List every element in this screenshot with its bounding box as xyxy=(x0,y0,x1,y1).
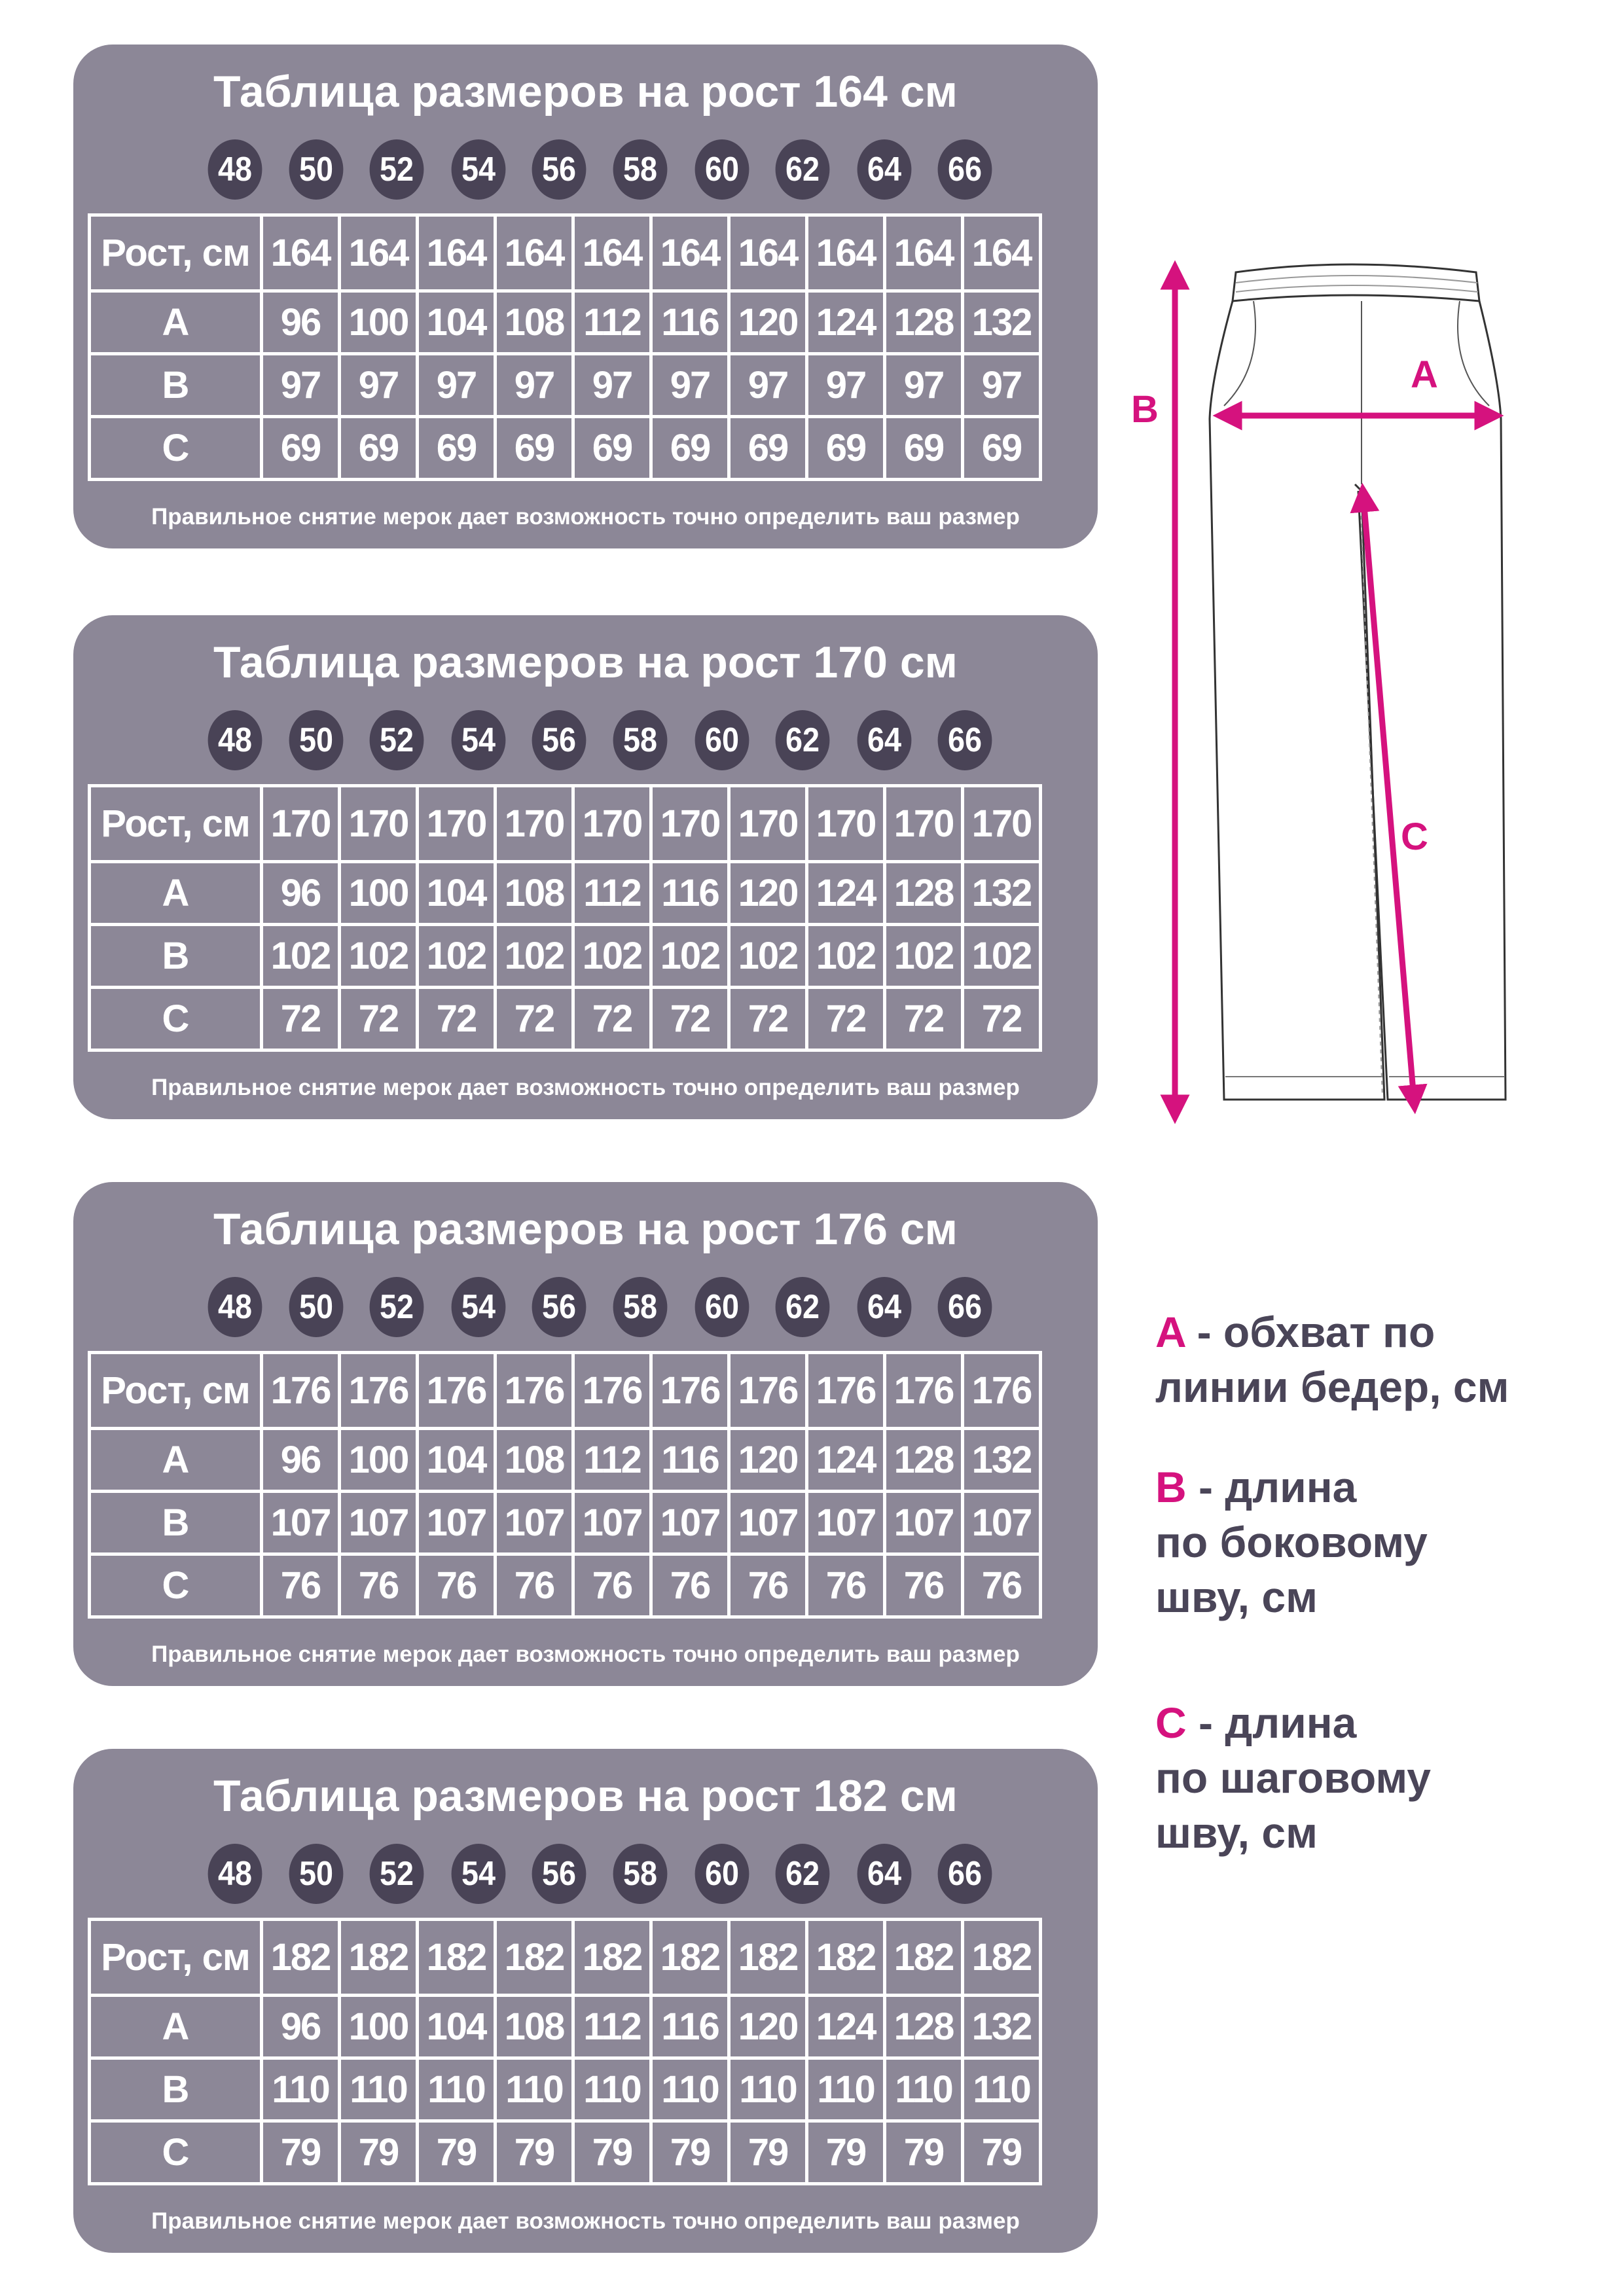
size-circle: 58 xyxy=(613,1277,668,1337)
table-row xyxy=(90,786,1041,862)
table-cell: 72 xyxy=(807,988,885,1050)
row-label: C xyxy=(90,988,262,1050)
table-row xyxy=(90,988,1041,1050)
size-circle: 58 xyxy=(613,1844,668,1904)
legend-text: - обхват по xyxy=(1197,1308,1435,1356)
size-circle: 52 xyxy=(370,1277,424,1337)
table-cell: 79 xyxy=(262,2121,340,2184)
table-cell: 76 xyxy=(340,1554,418,1617)
table-cell: 97 xyxy=(496,354,573,417)
table-cell: 170 xyxy=(340,786,418,862)
table-cell: 72 xyxy=(496,988,573,1050)
size-circle: 62 xyxy=(776,139,830,200)
table-cell: 72 xyxy=(262,988,340,1050)
table-cell: 170 xyxy=(418,786,496,862)
table-cell: 170 xyxy=(651,786,729,862)
table-cell: 176 xyxy=(496,1353,573,1429)
table-row xyxy=(90,1492,1041,1554)
table-cell: 97 xyxy=(651,354,729,417)
row-label: B xyxy=(90,354,262,417)
table-cell: 170 xyxy=(262,786,340,862)
table-cell: 97 xyxy=(573,354,651,417)
table-cell: 182 xyxy=(573,1920,651,1996)
table-cell: 79 xyxy=(496,2121,573,2184)
size-circle: 58 xyxy=(613,710,668,770)
table-cell: 110 xyxy=(340,2058,418,2121)
row-label: B xyxy=(90,1492,262,1554)
trousers-outline xyxy=(1210,301,1384,1100)
legend-a xyxy=(1155,1304,1607,1414)
table-cell: 176 xyxy=(729,1353,807,1429)
table-cell: 164 xyxy=(573,215,651,291)
table-cell: 182 xyxy=(418,1920,496,1996)
table-row xyxy=(90,1429,1041,1492)
table-cell: 110 xyxy=(807,2058,885,2121)
table-row xyxy=(90,417,1041,480)
table-cell: 102 xyxy=(262,925,340,988)
legend-text: шву, см xyxy=(1155,1808,1318,1857)
size-circle: 56 xyxy=(532,710,586,770)
table-cell: 100 xyxy=(340,1429,418,1492)
table-cell: 170 xyxy=(573,786,651,862)
table-cell: 182 xyxy=(963,1920,1041,1996)
table-cell: 79 xyxy=(418,2121,496,2184)
table-cell: 72 xyxy=(573,988,651,1050)
table-cell: 132 xyxy=(963,862,1041,925)
row-label: Рост, см xyxy=(90,786,262,862)
size-table xyxy=(88,1918,1042,2185)
table-cell: 116 xyxy=(651,1429,729,1492)
table-cell: 116 xyxy=(651,1996,729,2058)
table-cell: 110 xyxy=(573,2058,651,2121)
trousers-icon xyxy=(1113,249,1545,1126)
size-circle: 52 xyxy=(370,1844,424,1904)
table-cell: 104 xyxy=(418,291,496,354)
table-cell: 69 xyxy=(496,417,573,480)
row-label: B xyxy=(90,2058,262,2121)
table-cell: 76 xyxy=(807,1554,885,1617)
table-cell: 124 xyxy=(807,862,885,925)
table-cell: 79 xyxy=(340,2121,418,2184)
table-cell: 110 xyxy=(885,2058,963,2121)
panel-title: Таблица размеров на рост 164 см xyxy=(213,67,958,117)
row-label: Рост, см xyxy=(90,1920,262,1996)
table-cell: 79 xyxy=(963,2121,1041,2184)
measure-label-c: C xyxy=(1401,816,1428,858)
size-circle: 64 xyxy=(857,1277,912,1337)
table-cell: 128 xyxy=(885,862,963,925)
legend-text: линии бедер, см xyxy=(1155,1363,1509,1411)
table-cell: 79 xyxy=(573,2121,651,2184)
table-cell: 164 xyxy=(496,215,573,291)
row-label: Рост, см xyxy=(90,1353,262,1429)
table-cell: 102 xyxy=(573,925,651,988)
table-cell: 110 xyxy=(651,2058,729,2121)
size-table xyxy=(88,213,1042,481)
table-cell: 107 xyxy=(262,1492,340,1554)
table-cell: 102 xyxy=(807,925,885,988)
table-cell: 107 xyxy=(573,1492,651,1554)
size-circle: 50 xyxy=(289,1277,344,1337)
table-row xyxy=(90,291,1041,354)
table-row xyxy=(90,1353,1041,1429)
table-cell: 97 xyxy=(729,354,807,417)
table-cell: 110 xyxy=(262,2058,340,2121)
table-row xyxy=(90,2058,1041,2121)
table-cell: 79 xyxy=(651,2121,729,2184)
waistband xyxy=(1233,264,1479,301)
table-cell: 69 xyxy=(807,417,885,480)
panel-title: Таблица размеров на рост 176 см xyxy=(213,1204,958,1254)
size-circle: 54 xyxy=(452,1844,506,1904)
table-row xyxy=(90,354,1041,417)
table-cell: 72 xyxy=(651,988,729,1050)
table-cell: 102 xyxy=(729,925,807,988)
panel-title: Таблица размеров на рост 182 см xyxy=(213,1771,958,1821)
legend-text: - длина xyxy=(1199,1463,1357,1511)
table-cell: 100 xyxy=(340,291,418,354)
size-circle: 62 xyxy=(776,710,830,770)
table-cell: 128 xyxy=(885,1429,963,1492)
table-cell: 76 xyxy=(651,1554,729,1617)
table-cell: 164 xyxy=(340,215,418,291)
row-label: A xyxy=(90,1429,262,1492)
table-cell: 108 xyxy=(496,291,573,354)
table-cell: 120 xyxy=(729,862,807,925)
legend-c xyxy=(1155,1695,1607,1860)
row-label: A xyxy=(90,1996,262,2058)
table-cell: 72 xyxy=(340,988,418,1050)
table-cell: 72 xyxy=(963,988,1041,1050)
table-cell: 97 xyxy=(418,354,496,417)
table-cell: 164 xyxy=(418,215,496,291)
row-label: Рост, см xyxy=(90,215,262,291)
table-cell: 170 xyxy=(807,786,885,862)
size-circle: 54 xyxy=(452,139,506,200)
table-cell: 69 xyxy=(262,417,340,480)
legend-b xyxy=(1155,1460,1607,1624)
size-circle: 58 xyxy=(613,139,668,200)
table-cell: 176 xyxy=(573,1353,651,1429)
table-cell: 124 xyxy=(807,1429,885,1492)
table-cell: 112 xyxy=(573,291,651,354)
table-cell: 120 xyxy=(729,1996,807,2058)
table-cell: 128 xyxy=(885,1996,963,2058)
legend-key: A xyxy=(1155,1308,1185,1356)
table-cell: 69 xyxy=(729,417,807,480)
table-cell: 96 xyxy=(262,1429,340,1492)
table-cell: 176 xyxy=(885,1353,963,1429)
size-circle: 66 xyxy=(938,710,992,770)
table-cell: 182 xyxy=(651,1920,729,1996)
table-cell: 76 xyxy=(262,1554,340,1617)
table-cell: 102 xyxy=(496,925,573,988)
table-cell: 76 xyxy=(418,1554,496,1617)
size-circle: 60 xyxy=(695,1844,749,1904)
table-cell: 107 xyxy=(963,1492,1041,1554)
row-label: C xyxy=(90,417,262,480)
table-cell: 182 xyxy=(885,1920,963,1996)
table-cell: 107 xyxy=(885,1492,963,1554)
size-circle: 60 xyxy=(695,1277,749,1337)
size-circle: 50 xyxy=(289,139,344,200)
table-cell: 107 xyxy=(651,1492,729,1554)
legend-text: шву, см xyxy=(1155,1573,1318,1621)
table-cell: 182 xyxy=(496,1920,573,1996)
row-label: A xyxy=(90,862,262,925)
table-row xyxy=(90,1996,1041,2058)
table-cell: 69 xyxy=(340,417,418,480)
size-circle: 54 xyxy=(452,710,506,770)
table-cell: 128 xyxy=(885,291,963,354)
size-circle: 66 xyxy=(938,1844,992,1904)
table-cell: 96 xyxy=(262,291,340,354)
table-cell: 132 xyxy=(963,1429,1041,1492)
table-cell: 97 xyxy=(262,354,340,417)
table-cell: 97 xyxy=(885,354,963,417)
size-circle: 48 xyxy=(208,1277,262,1337)
table-cell: 112 xyxy=(573,862,651,925)
table-cell: 176 xyxy=(262,1353,340,1429)
table-cell: 176 xyxy=(651,1353,729,1429)
row-label: B xyxy=(90,925,262,988)
table-cell: 104 xyxy=(418,862,496,925)
table-cell: 132 xyxy=(963,1996,1041,2058)
table-cell: 72 xyxy=(885,988,963,1050)
measure-label-a: A xyxy=(1411,353,1438,396)
table-row xyxy=(90,2121,1041,2184)
footnote: Правильное снятие мерок дает возможность точно определить ваш размер xyxy=(151,1641,1020,1667)
table-cell: 108 xyxy=(496,1996,573,2058)
table-cell: 76 xyxy=(885,1554,963,1617)
table-cell: 170 xyxy=(963,786,1041,862)
table-cell: 124 xyxy=(807,1996,885,2058)
table-cell: 76 xyxy=(573,1554,651,1617)
table-cell: 182 xyxy=(340,1920,418,1996)
table-cell: 110 xyxy=(496,2058,573,2121)
table-cell: 69 xyxy=(418,417,496,480)
table-cell: 120 xyxy=(729,1429,807,1492)
size-circle: 56 xyxy=(532,139,586,200)
size-circle: 66 xyxy=(938,1277,992,1337)
size-circle: 64 xyxy=(857,1844,912,1904)
table-cell: 69 xyxy=(573,417,651,480)
row-label: C xyxy=(90,2121,262,2184)
table-cell: 79 xyxy=(885,2121,963,2184)
size-circle: 52 xyxy=(370,139,424,200)
table-cell: 108 xyxy=(496,1429,573,1492)
table-cell: 104 xyxy=(418,1429,496,1492)
size-circle: 48 xyxy=(208,1844,262,1904)
table-cell: 69 xyxy=(885,417,963,480)
size-circle: 64 xyxy=(857,710,912,770)
table-cell: 107 xyxy=(496,1492,573,1554)
table-cell: 97 xyxy=(340,354,418,417)
size-table-panel-170 xyxy=(73,615,1098,1119)
size-circle: 50 xyxy=(289,1844,344,1904)
table-cell: 116 xyxy=(651,862,729,925)
table-cell: 164 xyxy=(963,215,1041,291)
table-cell: 176 xyxy=(418,1353,496,1429)
table-cell: 164 xyxy=(807,215,885,291)
table-cell: 107 xyxy=(418,1492,496,1554)
table-cell: 112 xyxy=(573,1429,651,1492)
table-cell: 110 xyxy=(729,2058,807,2121)
table-cell: 100 xyxy=(340,862,418,925)
table-cell: 110 xyxy=(418,2058,496,2121)
size-circle: 66 xyxy=(938,139,992,200)
legend-key: C xyxy=(1155,1698,1187,1747)
table-cell: 176 xyxy=(340,1353,418,1429)
row-label: A xyxy=(90,291,262,354)
table-cell: 164 xyxy=(262,215,340,291)
table-cell: 102 xyxy=(651,925,729,988)
measure-label-b: B xyxy=(1131,388,1159,431)
legend-text: по боковому xyxy=(1155,1518,1428,1566)
size-circle: 56 xyxy=(532,1844,586,1904)
table-row xyxy=(90,215,1041,291)
footnote: Правильное снятие мерок дает возможность точно определить ваш размер xyxy=(151,504,1020,529)
table-cell: 102 xyxy=(340,925,418,988)
table-cell: 102 xyxy=(418,925,496,988)
footnote: Правильное снятие мерок дает возможность точно определить ваш размер xyxy=(151,1075,1020,1100)
size-circle: 48 xyxy=(208,710,262,770)
table-cell: 69 xyxy=(651,417,729,480)
table-cell: 116 xyxy=(651,291,729,354)
size-circle: 50 xyxy=(289,710,344,770)
table-cell: 164 xyxy=(885,215,963,291)
legend-text: по шаговому xyxy=(1155,1753,1431,1802)
table-cell: 100 xyxy=(340,1996,418,2058)
table-cell: 107 xyxy=(729,1492,807,1554)
table-cell: 170 xyxy=(496,786,573,862)
table-cell: 72 xyxy=(418,988,496,1050)
table-cell: 69 xyxy=(963,417,1041,480)
table-row xyxy=(90,1554,1041,1617)
table-cell: 112 xyxy=(573,1996,651,2058)
table-cell: 164 xyxy=(651,215,729,291)
table-cell: 176 xyxy=(963,1353,1041,1429)
table-cell: 97 xyxy=(963,354,1041,417)
table-cell: 102 xyxy=(885,925,963,988)
size-table xyxy=(88,1351,1042,1619)
table-cell: 79 xyxy=(729,2121,807,2184)
size-circle: 62 xyxy=(776,1844,830,1904)
table-row xyxy=(90,862,1041,925)
table-cell: 124 xyxy=(807,291,885,354)
size-circle: 60 xyxy=(695,710,749,770)
table-cell: 72 xyxy=(729,988,807,1050)
size-table-panel-176 xyxy=(73,1182,1098,1686)
panel-title: Таблица размеров на рост 170 см xyxy=(213,637,958,687)
size-circle: 64 xyxy=(857,139,912,200)
table-cell: 76 xyxy=(496,1554,573,1617)
size-circle: 48 xyxy=(208,139,262,200)
table-cell: 132 xyxy=(963,291,1041,354)
table-cell: 170 xyxy=(729,786,807,862)
table-cell: 76 xyxy=(963,1554,1041,1617)
table-cell: 110 xyxy=(963,2058,1041,2121)
size-circle: 60 xyxy=(695,139,749,200)
table-cell: 96 xyxy=(262,862,340,925)
table-cell: 107 xyxy=(807,1492,885,1554)
table-row xyxy=(90,925,1041,988)
size-circle: 54 xyxy=(452,1277,506,1337)
table-cell: 96 xyxy=(262,1996,340,2058)
table-cell: 164 xyxy=(729,215,807,291)
table-cell: 107 xyxy=(340,1492,418,1554)
size-table xyxy=(88,784,1042,1052)
table-cell: 170 xyxy=(885,786,963,862)
table-cell: 182 xyxy=(262,1920,340,1996)
table-cell: 120 xyxy=(729,291,807,354)
table-cell: 102 xyxy=(963,925,1041,988)
legend-text: - длина xyxy=(1199,1698,1357,1747)
table-cell: 79 xyxy=(807,2121,885,2184)
footnote: Правильное снятие мерок дает возможность точно определить ваш размер xyxy=(151,2208,1020,2234)
table-cell: 182 xyxy=(729,1920,807,1996)
legend-key: B xyxy=(1155,1463,1187,1511)
size-circle: 52 xyxy=(370,710,424,770)
size-circle: 56 xyxy=(532,1277,586,1337)
table-cell: 76 xyxy=(729,1554,807,1617)
row-label: C xyxy=(90,1554,262,1617)
table-cell: 182 xyxy=(807,1920,885,1996)
size-table-panel-164 xyxy=(73,45,1098,548)
table-cell: 108 xyxy=(496,862,573,925)
size-table-panel-182 xyxy=(73,1749,1098,2253)
size-circle: 62 xyxy=(776,1277,830,1337)
table-row xyxy=(90,1920,1041,1996)
table-cell: 176 xyxy=(807,1353,885,1429)
table-cell: 97 xyxy=(807,354,885,417)
table-cell: 104 xyxy=(418,1996,496,2058)
